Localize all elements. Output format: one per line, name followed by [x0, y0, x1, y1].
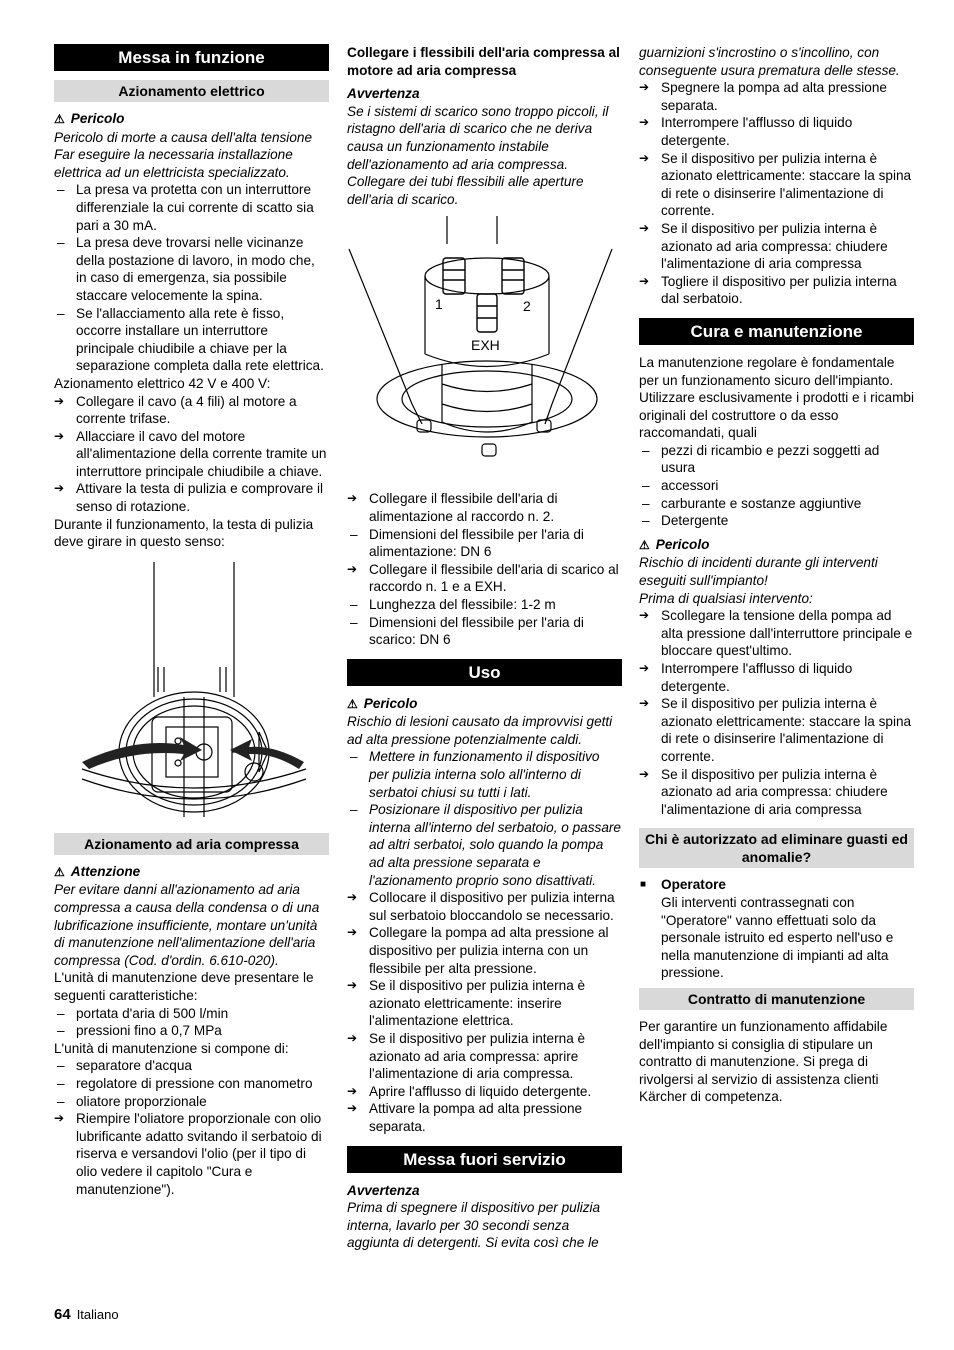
- list-item: ➔ Interrompere l'afflusso di liquido detergente.: [639, 114, 914, 149]
- subsection-contratto: Contratto di manutenzione: [639, 988, 914, 1010]
- list-item: ➔ Se il dispositivo per pulizia interna è azionato ad aria compressa: chiudere l'alimentazione di aria compressa: [639, 220, 914, 273]
- list-item: – Dimensioni del flessibile per l'aria di scarico: DN 6: [347, 614, 622, 649]
- list-item-operatore: [639, 876, 914, 982]
- notice-heading: Avvertenza: [347, 1182, 420, 1198]
- air-motor-figure: [347, 214, 622, 484]
- column-1: [54, 44, 329, 1198]
- warning-heading: ⚠ Pericolo: [639, 536, 914, 555]
- list-item: – accessori: [639, 477, 914, 495]
- warning-text: Rischio di incidenti durante gli interventi eseguiti sull'impianto!: [639, 555, 878, 589]
- section-title-uso: Uso: [347, 659, 622, 686]
- paragraph: L'unità di manutenzione si compone di:: [54, 1040, 289, 1056]
- section-title-messa-fuori-servizio: Messa fuori servizio: [347, 1146, 622, 1173]
- list-item: – oliatore proporzionale: [54, 1093, 329, 1111]
- port-label-1: 1: [435, 296, 443, 313]
- list-item: ➔ Aprire l'afflusso di liquido detergente.: [347, 1083, 622, 1101]
- section-title-messa-in-funzione: Messa in funzione: [54, 44, 329, 71]
- operatore-label: ■ Operatore: [661, 877, 726, 893]
- subsection-azionamento-aria-compressa: Azionamento ad aria compressa: [54, 833, 329, 855]
- warning-heading: ⚠ Pericolo: [347, 695, 622, 714]
- list-item: ➔ Se il dispositivo per pulizia interna è azionato ad aria compressa: aprire l'alimentazione di aria compressa.: [347, 1030, 622, 1083]
- list-item: – pressioni fino a 0,7 MPa: [54, 1022, 329, 1040]
- list-item: ➔ Se il dispositivo per pulizia interna è azionato ad aria compressa: chiudere l'alimentazione di aria compressa: [639, 766, 914, 819]
- list-item: – Dimensioni del flessibile per l'aria di alimentazione: DN 6: [347, 526, 622, 561]
- warning-triangle-icon: ⚠: [347, 696, 358, 711]
- warning-triangle-icon: ⚠: [54, 112, 65, 126]
- subsection-chi-autorizzato: Chi è autorizzato ad eliminare guasti ed anomalie?: [639, 828, 914, 868]
- warning-heading: ⚠ Pericolo: [54, 110, 329, 129]
- list-item: ➔ Spegnere la pompa ad alta pressione separata.: [639, 79, 914, 114]
- column-2: [347, 44, 622, 1252]
- list-item: ➔ Togliere il dispositivo per pulizia interna dal serbatoio.: [639, 273, 914, 308]
- list-item: – La presa deve trovarsi nelle vicinanze della postazione di lavoro, in modo che, in caso di emergenza, sia possibile staccare velocemente la spina.: [54, 234, 329, 304]
- page-number: 64: [54, 1306, 71, 1323]
- paragraph: La manutenzione regolare è fondamentale per un funzionamento sicuro dell'impianto. Utilizzare esclusivamente i prodotti e i ricambi originali del costruttore o da esso raccomandati, quali: [639, 354, 914, 441]
- list-item: ➔ Se il dispositivo per pulizia interna è azionato elettricamente: staccare la spina di rete o disinserire l'alimentazione di corrente.: [639, 150, 914, 220]
- operatore-text: Gli interventi contrassegnati con "Operatore" vanno effettuati solo da personale istruito ed esperto nell'uso e nella manutenzione di impianti ad alta pressione.: [661, 894, 894, 981]
- dash-list: [54, 1057, 329, 1110]
- list-item: – Se l'allacciamento alla rete è fisso, occorre installare un interruttore principale chiudibile a chiave per la separazione completa dalla rete elettrica.: [54, 305, 329, 375]
- warning-triangle-icon: ⚠: [639, 537, 650, 552]
- list-item: – Posizionare il dispositivo per pulizia interna all'interno del serbatoio, o passare ad altri serbatoi, solo quando la pompa ad alta pressione separata e l'azionamento proprio sono disattivati.: [347, 801, 622, 889]
- warning-text: Rischio di lesioni causato da improvvisi getti ad alta pressione potenzialmente caldi.: [347, 714, 613, 747]
- paragraph: Per garantire un funzionamento affidabile dell'impianto si consiglia di stipulare un contratto di manutenzione. Si prega di rivolgersi al servizio di assistenza clienti Kärcher di competenza.: [639, 1018, 888, 1105]
- square-list: [639, 876, 914, 982]
- warning-text: Prima di qualsiasi intervento:: [639, 590, 813, 606]
- list-item: ➔ Riempire l'oliatore proporzionale con olio lubrificante adatto svitando il serbatoio di riserva e versandovi l'olio (per il tipo di olio vedere il capitolo "Cura e manutenzione").: [54, 1110, 329, 1198]
- dash-list: [347, 748, 622, 889]
- list-item: ➔ Collegare il flessibile dell'aria di scarico al raccordo n. 1 e a EXH.: [347, 561, 622, 596]
- step-list: [54, 393, 329, 516]
- list-item: ➔ Scollegare la tensione della pompa ad alta pressione dall'interruttore principale e bloccare quest'ultimo.: [639, 607, 914, 660]
- step-list: [639, 79, 914, 308]
- step-list: [54, 1110, 329, 1198]
- list-item: ➔ Attivare la testa di pulizia e comprovare il senso di rotazione.: [54, 480, 329, 515]
- notice-text: Se i sistemi di scarico sono troppo piccoli, il ristagno dell'aria di scarico che ne deriva causa un funzionamento instabile dell'azionamento ad aria compressa. Collegare dei tubi flessibili alle aperture dell'aria di scarico.: [347, 103, 609, 207]
- list-item: – Detergente: [639, 512, 914, 530]
- paragraph: Durante il funzionamento, la testa di pulizia deve girare in questo senso:: [54, 516, 314, 550]
- list-item: – pezzi di ricambio e pezzi soggetti ad usura: [639, 442, 914, 477]
- list-item: ➔ Collocare il dispositivo per pulizia interna sul serbatoio bloccandolo se necessario.: [347, 889, 622, 924]
- heading-collegare-flessibili: Collegare i flessibili dell'aria compressa al motore ad aria compressa: [347, 45, 620, 78]
- list-item: – separatore d'acqua: [54, 1057, 329, 1075]
- step-list: [347, 490, 622, 648]
- list-item: – portata d'aria di 500 l/min: [54, 1005, 329, 1023]
- notice-text: Prima di spegnere il dispositivo per pulizia interna, lavarlo per 30 secondi senza aggiunta di detergenti. Si evita così che le: [347, 1200, 601, 1251]
- list-item: – Mettere in funzionamento il dispositivo per pulizia interna solo all'interno di serbatoi chiusi su tutti i lati.: [347, 748, 622, 801]
- list-item: – carburante e sostanze aggiuntive: [639, 495, 914, 513]
- warning-text: Per evitare danni all'azionamento ad aria compressa a causa della condensa o di una lubrificazione insufficiente, montare un'unità di manutenzione nell'alimentazione dell'aria compressa (Cod. d'ordin. 6.610-020).: [54, 882, 320, 968]
- list-item: ➔ Allacciare il cavo del motore all'alimentazione della corrente tramite un interruttore principale chiudibile a chiave.: [54, 428, 329, 481]
- section-title-cura-manutenzione: Cura e manutenzione: [639, 318, 914, 345]
- warning-text: Pericolo di morte a causa dell'alta tensione Far eseguire la necessaria installazione elettrica ad un elettricista specializzato.: [54, 129, 313, 180]
- list-item: – regolatore di pressione con manometro: [54, 1075, 329, 1093]
- list-item: ➔ Interrompere l'afflusso di liquido detergente.: [639, 660, 914, 695]
- warning-triangle-icon: ⚠: [54, 864, 65, 879]
- list-item: ➔ Collegare il cavo (a 4 fili) al motore a corrente trifase.: [54, 393, 329, 428]
- dash-list: [639, 442, 914, 530]
- list-item: – La presa va protetta con un interruttore differenziale la cui corrente di scatto sia pari a 30 mA.: [54, 181, 329, 234]
- port-label-exh: EXH: [471, 337, 500, 354]
- list-item: ➔ Collegare la pompa ad alta pressione al dispositivo per pulizia interna con un flessibile per alta pressione.: [347, 924, 622, 977]
- port-label-2: 2: [523, 298, 531, 315]
- subsection-azionamento-elettrico: Azionamento elettrico: [54, 80, 329, 102]
- list-item: ➔ Collegare il flessibile dell'aria di alimentazione al raccordo n. 2.: [347, 490, 622, 525]
- dash-list: [54, 181, 329, 375]
- column-3: [639, 44, 914, 1106]
- warning-heading: ⚠ Attenzione: [54, 863, 329, 882]
- step-list: [639, 607, 914, 818]
- notice-text-continued: guarnizioni s'incrostino o s'incollino, con conseguente usura prematura delle stesse.: [639, 45, 900, 78]
- paragraph: L'unità di manutenzione deve presentare le seguenti caratteristiche:: [54, 970, 314, 1003]
- list-item: ➔ Se il dispositivo per pulizia interna è azionato elettricamente: inserire l'alimentazione elettrica.: [347, 977, 622, 1030]
- list-item: ➔ Attivare la pompa ad alta pressione separata.: [347, 1100, 622, 1135]
- language-label: Italiano: [76, 1307, 119, 1322]
- step-list: [347, 889, 622, 1135]
- list-item: ➔ Se il dispositivo per pulizia interna è azionato elettricamente: staccare la spina di rete o disinserire l'alimentazione di corrente.: [639, 695, 914, 765]
- paragraph: Azionamento elettrico 42 V e 400 V:: [54, 375, 271, 391]
- rotation-direction-figure: [54, 557, 329, 827]
- page-footer: [54, 1306, 119, 1323]
- notice-heading: Avvertenza: [347, 86, 420, 102]
- dash-list: [54, 1005, 329, 1040]
- list-item: – Lunghezza del flessibile: 1-2 m: [347, 596, 622, 614]
